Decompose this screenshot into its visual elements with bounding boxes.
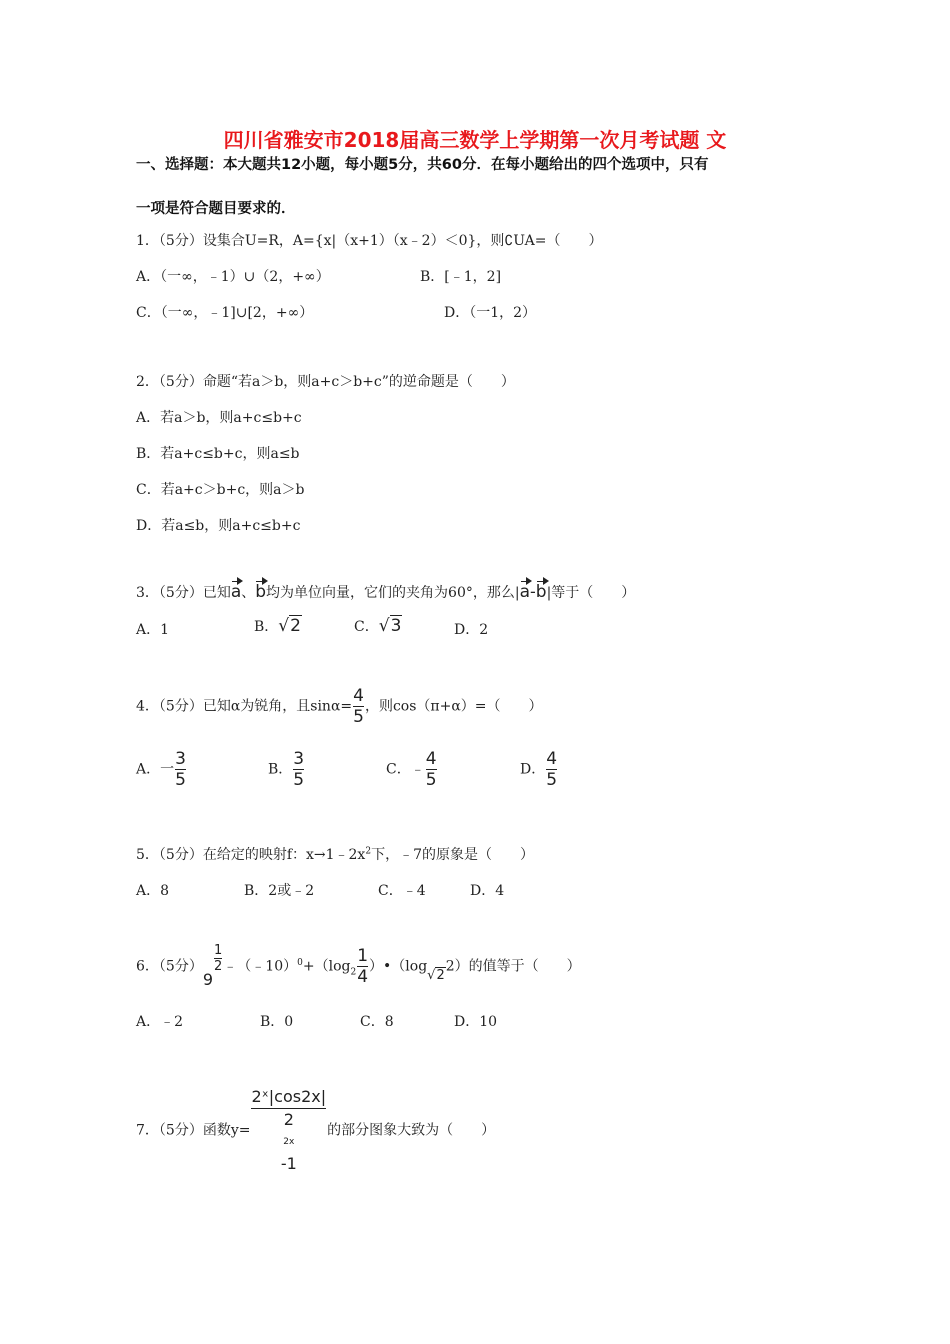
q4-stem-pre: 4．（5分）已知α为锐角，且sinα= — [136, 698, 353, 715]
q7-den-exponent: 2x — [283, 1137, 295, 1147]
q4-option-c-fraction — [426, 749, 437, 790]
q6-zero-exponent: 0 — [297, 957, 303, 968]
q6-stem-post: 2）的值等于（ ） — [445, 958, 581, 975]
q4-option-c-label: C．﹣ — [386, 761, 425, 778]
q4-option-d — [520, 749, 558, 790]
vector-b: b — [255, 582, 267, 602]
q4-stem-post: ，则cos（π+α）=（ ） — [364, 698, 543, 715]
q5-option-b: B．2或﹣2 — [244, 883, 315, 899]
q2-option-a: A．若a＞b，则a+c≤b+c — [136, 410, 302, 426]
q1-option-c: C．（一∞，﹣1]∪[2，+∞） — [136, 305, 314, 321]
q6-base: 9 — [202, 969, 214, 989]
q3-option-b — [254, 616, 302, 636]
q4-option-b-num: 3 — [293, 749, 305, 769]
q6-exp-den: 2 — [214, 959, 223, 974]
q4-stem — [136, 686, 543, 727]
q3-option-b-radicand: 2 — [290, 616, 301, 636]
q4-option-d-num: 4 — [546, 749, 558, 769]
q4-denominator: 5 — [353, 707, 364, 727]
q7-den-tail: -1 — [280, 1154, 297, 1173]
q3-sep: 、 — [241, 585, 256, 601]
q1-stem: 1．（5分）设集合U=R，A={x|（x+1）（x﹣2）＜0}，则∁UA=（ ） — [136, 233, 603, 249]
q4-option-c-num: 4 — [425, 749, 437, 769]
q6-stem-pre: 6．（5分） — [136, 958, 203, 975]
q4-option-a-fraction — [175, 749, 186, 790]
q3-stem-pre: 3．（5分）已知 — [136, 585, 231, 601]
q4-option-a-label: A．一 — [136, 761, 175, 778]
q5-stem — [136, 844, 534, 864]
q6-sqrt-radicand: 2 — [436, 967, 445, 983]
q2-option-c: C．若a+c＞b+c，则a＞b — [136, 482, 305, 498]
q5-option-c: C．﹣4 — [378, 883, 426, 899]
vector-a: a — [230, 582, 242, 602]
q6-option-c: C．8 — [360, 1014, 394, 1030]
q4-option-a-num: 3 — [175, 749, 186, 769]
q6-mid1: ﹣（﹣10） — [223, 958, 298, 975]
q4-option-b-den: 5 — [293, 770, 305, 790]
q6-exponent-fraction — [214, 943, 222, 974]
q3-option-b-label: B． — [254, 619, 279, 635]
q7-numerator: 2ˣ|cos2x| — [251, 1087, 327, 1106]
q2-stem: 2．（5分）命题“若a＞b，则a+c＞b+c”的逆命题是（ ） — [136, 374, 515, 390]
section-heading-line2: 一项是符合题目要求的． — [136, 201, 296, 217]
q6-frac-den: 4 — [357, 967, 369, 987]
q6-option-d: D．10 — [454, 1014, 498, 1030]
q4-option-b-fraction — [293, 749, 304, 790]
q5-stem-pre: 5．（5分）在给定的映射f：x→1﹣2x — [136, 847, 366, 863]
q3-option-a: A．1 — [136, 622, 170, 638]
q5-stem-post: 下，﹣7的原象是（ ） — [371, 847, 534, 863]
q6-exp-num: 1 — [214, 943, 223, 958]
q1-option-a: A．（一∞，﹣1）∪（2，+∞） — [136, 269, 330, 285]
q2-option-d: D．若a≤b，则a+c≤b+c — [136, 518, 301, 534]
q6-fraction — [357, 946, 368, 987]
q3-minus: - — [530, 582, 536, 601]
q6-option-b: B．0 — [260, 1014, 294, 1030]
q2-option-b: B．若a+c≤b+c，则a≤b — [136, 446, 300, 462]
q4-option-d-den: 5 — [546, 770, 558, 790]
q1-option-b: B．[﹣1，2] — [420, 269, 502, 285]
q7-stem-post: 的部分图象大致为（ ） — [327, 1122, 496, 1139]
q6-log-base: 2 — [350, 967, 357, 978]
q3-option-c-radicand: 3 — [390, 616, 402, 636]
q7-den-base: 2 — [283, 1110, 294, 1129]
page-title: 四川省雅安市2018届高三数学上学期第一次月考试题 文 — [223, 128, 727, 152]
q4-option-c-den: 5 — [425, 770, 437, 790]
q5-option-d: D．4 — [470, 883, 505, 899]
q6-option-a: A．﹣2 — [136, 1014, 184, 1030]
q1-option-d: D．（一1，2） — [444, 305, 537, 321]
q3-option-d: D．2 — [454, 622, 489, 638]
sqrt-icon: √2 — [278, 616, 301, 636]
q4-option-a — [136, 749, 187, 790]
q3-option-c — [354, 616, 402, 636]
sqrt-icon: √2 — [427, 967, 445, 983]
vector-b-in-norm: b — [535, 582, 547, 602]
q4-numerator: 4 — [353, 686, 364, 706]
vector-a-in-norm: a — [519, 582, 530, 602]
q5-option-a: A．8 — [136, 883, 170, 899]
section-heading-line1: 一、选择题：本大题共12小题，每小题5分，共60分．在每小题给出的四个选项中，只有 — [136, 157, 709, 173]
q4-option-b-label: B． — [268, 761, 293, 778]
q3-stem — [136, 582, 635, 602]
sqrt-icon: √3 — [378, 616, 402, 636]
q7-fraction — [251, 1086, 326, 1175]
q6-stem — [136, 943, 581, 989]
q4-option-d-fraction — [546, 749, 557, 790]
q6-frac-num: 1 — [357, 946, 369, 966]
q5-exponent: 2 — [365, 846, 372, 857]
q3-option-c-label: C． — [354, 619, 379, 635]
q4-option-a-den: 5 — [175, 770, 186, 790]
q4-option-d-label: D． — [520, 761, 546, 778]
q6-mid3: ）•（log — [369, 958, 428, 975]
q4-option-b — [268, 749, 305, 790]
q4-option-c — [386, 749, 438, 790]
q3-stem-post: |等于（ ） — [546, 585, 636, 601]
q7-stem — [136, 1086, 495, 1175]
q4-fraction — [353, 686, 364, 727]
q6-mid2: +（log — [302, 958, 351, 975]
q3-stem-mid: 均为单位向量，它们的夹角为60°，那么| — [266, 585, 520, 601]
q7-denominator — [251, 1109, 326, 1175]
q7-stem-pre: 7．（5分）函数y= — [136, 1122, 251, 1139]
